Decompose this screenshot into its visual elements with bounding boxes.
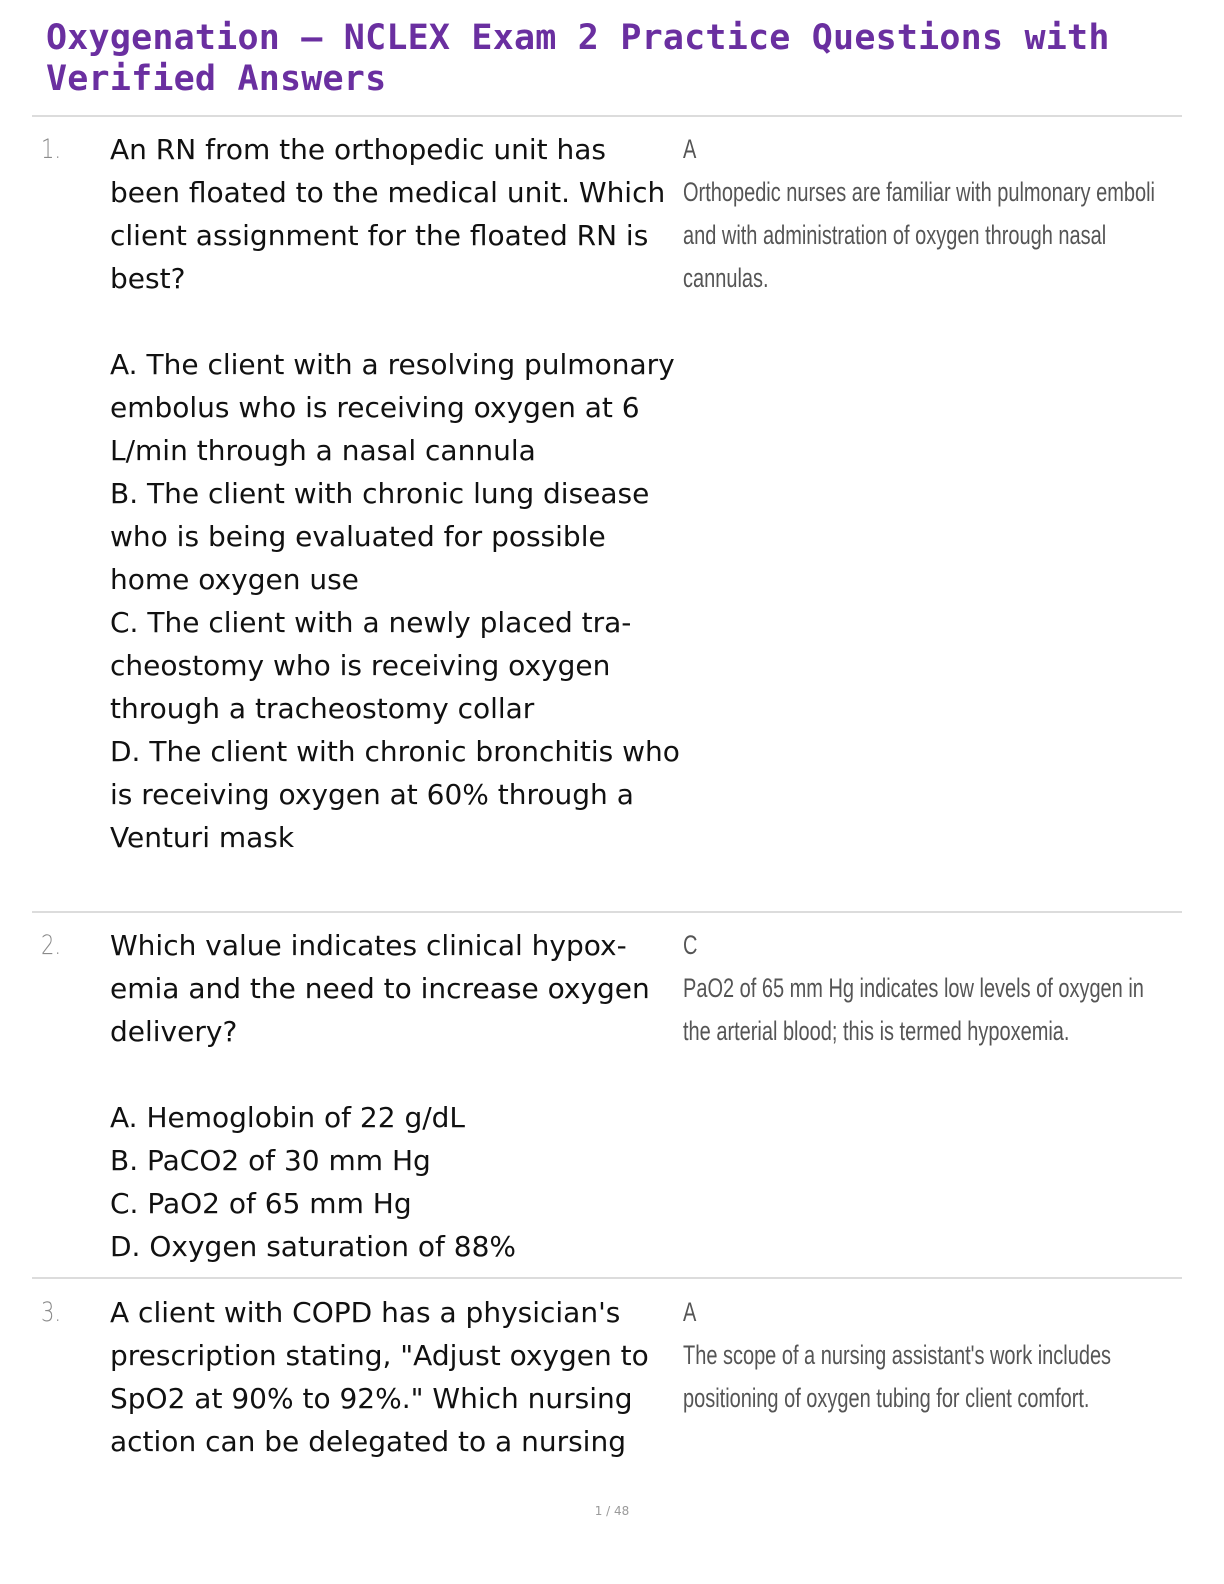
question-card-2 [32,924,1182,1264]
question-card-1 [32,128,1182,898]
option-d: D. Oxygen saturation of 88% [110,1230,516,1263]
answer-letter: C [683,930,698,960]
answer-panel [683,1291,1171,1420]
option-c: C. PaO2 of 65 mm Hg [110,1187,412,1220]
question-stem: A client with COPD has a physician's prescription stating, "Adjust oxygen to SpO2 at 90% to 92%." Which nursing action can be delegated to a nursing [110,1296,649,1458]
answer-options [110,343,680,859]
question-stem: An RN from the orthopedic unit has been floated to the medical unit. Which client assignment for the floated RN is best? [110,133,666,295]
page-indicator: 1 / 48 [594,1504,630,1518]
option-a: A. The client with a resolving pulmonary embolus who is receiving oxygen at 6 L/min through a nasal cannula [110,348,675,467]
question-number: 2. [41,930,62,961]
option-d: D. The client with chronic bronchitis who is receiving oxygen at 60% through a Venturi mask [110,735,680,854]
question-stem: Which value indicates clinical hypoxemia and the need to increase oxygen delivery? [110,929,650,1048]
answer-letter: A [683,134,697,164]
answer-panel [683,924,1171,1053]
answer-panel [683,128,1171,300]
divider [32,1277,1182,1279]
question-number: 3. [41,1297,62,1328]
question-number: 1. [41,134,62,165]
answer-options [110,1096,680,1268]
question-body [110,924,680,1268]
divider [32,115,1182,117]
option-a: A. Hemoglobin of 22 g/dL [110,1101,466,1134]
option-b: B. The client with chronic lung disease who is being evaluated for possible home oxygen use [110,477,650,596]
answer-rationale: Orthopedic nurses are familiar with pulmonary emboli and with administration of oxygen through nasal cannulas. [683,177,1155,293]
question-body [110,1291,680,1463]
answer-rationale: The scope of a nursing assistant's work includes positioning of oxygen tubing for client comfort. [683,1340,1112,1413]
option-b: B. PaCO2 of 30 mm Hg [110,1144,431,1177]
answer-rationale: PaO2 of 65 mm Hg indicates low levels of oxygen in the arterial blood; this is termed hypoxemia. [683,973,1144,1046]
divider [32,911,1182,913]
question-card-3 [32,1291,1182,1471]
answer-letter: A [683,1297,697,1327]
question-body [110,128,680,859]
option-c: C. The client with a newly placed tracheostomy who is receiving oxygen through a tracheostomy collar [110,606,632,725]
page-title: Oxygenation – NCLEX Exam 2 Practice Questions with Verified Answers [46,18,1110,99]
